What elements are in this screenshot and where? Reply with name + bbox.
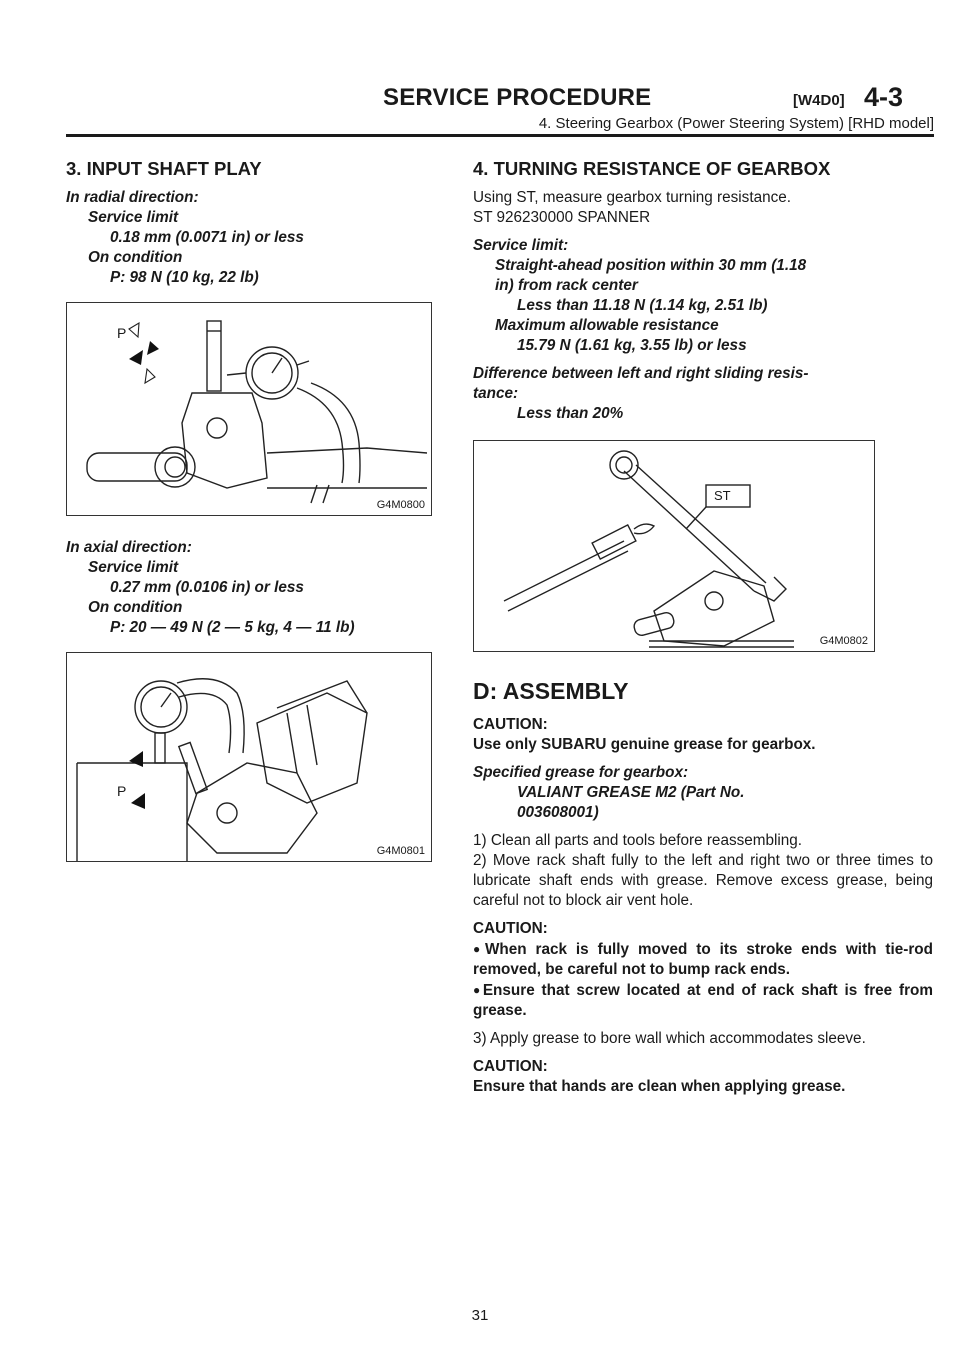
caution-bullet-1: [473, 939, 933, 980]
straight-value: Less than 11.18 N (1.14 kg, 2.51 lb): [517, 297, 768, 314]
radial-label: In radial direction:: [66, 189, 199, 206]
caution-label: CAUTION:: [473, 920, 548, 937]
header-title: SERVICE PROCEDURE: [383, 84, 652, 111]
turning-resistance-heading: 4. TURNING RESISTANCE OF GEARBOX: [473, 158, 831, 179]
step-1: 1) Clean all parts and tools before reassembling.: [473, 832, 803, 849]
force-p-label: P: [117, 325, 127, 341]
figure-radial: [66, 302, 432, 516]
bullet-icon: ●: [473, 942, 485, 956]
axial-limit-label: Service limit: [88, 559, 179, 576]
input-shaft-heading: 3. INPUT SHAFT PLAY: [66, 158, 262, 179]
intro-text: Using ST, measure gearbox turning resistance.: [473, 189, 791, 206]
axial-limit-value: 0.27 mm (0.0106 in) or less: [110, 579, 304, 596]
grease-label: Specified grease for gearbox:: [473, 764, 689, 781]
tool-text: ST 926230000 SPANNER: [473, 209, 651, 226]
step-3: 3) Apply grease to bore wall which accommodates sleeve.: [473, 1030, 866, 1047]
service-limit-label: Service limit:: [473, 237, 569, 254]
diff-value: Less than 20%: [517, 405, 624, 422]
force-p-label: P: [117, 783, 127, 799]
bullet-icon: ●: [473, 983, 483, 997]
axial-cond-value: P: 20 — 49 N (2 — 5 kg, 4 — 11 lb): [110, 619, 355, 636]
caution-bullet-text: When rack is fully moved to its stroke ends with tie-rod removed, be careful not to bump rack ends.: [473, 941, 933, 978]
assembly-heading: D: ASSEMBLY: [473, 678, 629, 704]
right-column: [473, 158, 933, 1097]
axial-label: In axial direction:: [66, 539, 192, 556]
header-code: [W4D0]: [793, 92, 845, 109]
page-number: 31: [471, 1307, 489, 1324]
figure-spanner: [473, 440, 875, 652]
figure-code: G4M0800: [376, 499, 425, 511]
figure-axial: [66, 652, 432, 862]
caution-label: CAUTION:: [473, 716, 548, 733]
figure-code: G4M0801: [376, 845, 425, 857]
figure-axial-drawing: [67, 653, 431, 861]
header-subtitle: 4. Steering Gearbox (Power Steering System) [RHD model]: [538, 115, 934, 132]
caution-text: Ensure that hands are clean when applying grease.: [473, 1078, 846, 1095]
figure-code: G4M0802: [819, 635, 868, 647]
max-value: 15.79 N (1.61 kg, 3.55 lb) or less: [517, 337, 747, 354]
radial-limit-label: Service limit: [88, 209, 179, 226]
radial-limit-value: 0.18 mm (0.0071 in) or less: [110, 229, 304, 246]
radial-cond-value: P: 98 N (10 kg, 22 lb): [110, 269, 259, 286]
caution-text: Use only SUBARU genuine grease for gearbox.: [473, 736, 816, 753]
diff-label-2: tance:: [473, 385, 519, 402]
header-section: 4-3: [864, 82, 904, 112]
axial-cond-label: On condition: [88, 599, 183, 616]
radial-cond-label: On condition: [88, 249, 183, 266]
caution-bullet-2: [473, 980, 933, 1021]
step-2: 2) Move rack shaft fully to the left and right two or three times to lubricate shaft ends with grease. Remove excess grease, being careful not to block air vent hole.: [473, 852, 933, 909]
straight-label-2: in) from rack center: [495, 277, 638, 294]
max-label: Maximum allowable resistance: [495, 317, 719, 334]
header-rule: [66, 134, 934, 137]
grease-value: VALIANT GREASE M2 (Part No.: [517, 784, 745, 801]
left-column: [66, 158, 434, 862]
straight-label: Straight-ahead position within 30 mm (1.18: [495, 257, 807, 274]
figure-spanner-drawing: [474, 441, 874, 651]
st-label: ST: [714, 488, 731, 503]
caution-bullet-text: Ensure that screw located at end of rack shaft is free from grease.: [473, 982, 933, 1019]
grease-value-2: 003608001): [517, 804, 599, 821]
caution-label: CAUTION:: [473, 1058, 548, 1075]
diff-label: Difference between left and right sliding resis-: [473, 365, 809, 382]
